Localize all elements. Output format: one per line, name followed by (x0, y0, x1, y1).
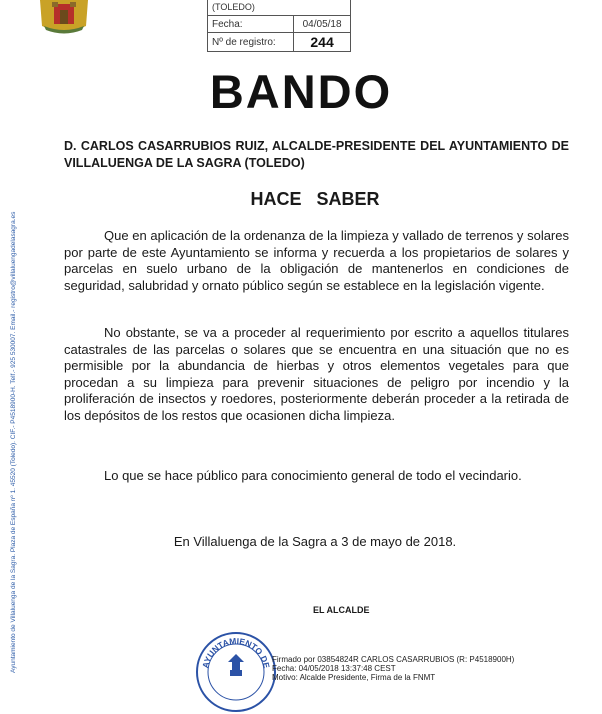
signature-line-1: Firmado por 03854824R CARLOS CASARRUBIOS (R: P4518900H) (272, 655, 515, 664)
signature-line-2: Fecha: 04/05/2018 13:37:48 CEST (272, 664, 396, 673)
sidebar-address-text: Ayuntamiento de Villaluenga de la Sagra. Plaza de España nº 1. 45520 (Toledo). CIF.- P4518900-H. Telf.- 925 530007. Email.- registro@villaluengadelasagra.es (10, 211, 17, 673)
mayor-heading: D. CARLOS CASARRUBIOS RUIZ, ALCALDE-PRESIDENTE DEL AYUNTAMIENTO DE VILLALUENGA DE LA SAGRA (TOLEDO) (64, 139, 569, 170)
digital-signature-block (272, 655, 514, 682)
hace-saber-heading: HACE SABER (250, 189, 380, 209)
document-title: BANDO (209, 65, 393, 118)
stamp-province: (TOLEDO) (208, 0, 351, 16)
place-and-date: En Villaluenga de la Sagra a 3 de mayo de 2018. (173, 534, 457, 549)
signer-role: EL ALCALDE (313, 605, 370, 615)
stamp-registry-label: Nº de registro: (208, 33, 294, 52)
signature-line-3: Motivo: Alcalde Presidente, Firma de la FNMT (272, 673, 436, 682)
seal-text: AYUNTAMIENTO DE (200, 635, 272, 670)
registration-stamp (207, 0, 351, 52)
stamp-date-label: Fecha: (208, 16, 294, 33)
paragraph-3: Lo que se hace público para conocimiento general de todo el vecindario. (104, 468, 522, 483)
stamp-date-value: 04/05/18 (294, 16, 351, 33)
official-seal-icon (194, 630, 278, 714)
paragraph-2: No obstante, se va a proceder al requerimiento por escrito a aquellos titulares catastrales de las parcelas o solares que se encuentra en una situación que no es permisible por la abundancia de hierbas y otros elementos vegetales para que procedan a su limpieza para prevenir situaciones de peligro por incendio y la proliferación de insectos y roedores, posteriormente deberán proceder a la retirada de los depósitos de los restos que ocasionen dicha limpieza. (64, 325, 569, 423)
stamp-registry-number: 244 (294, 33, 351, 52)
paragraph-1: Que en aplicación de la ordenanza de la limpieza y vallado de terrenos y solares por parte de este Ayuntamiento se informa y recuerda a los propietarios de solares y parcelas en suelo urbano de la obligación de mantenerlos en condiciones de seguridad, salubridad y ornato público según se establece en la legislación vigente. (64, 228, 569, 293)
municipal-crest-logo (38, 0, 90, 34)
